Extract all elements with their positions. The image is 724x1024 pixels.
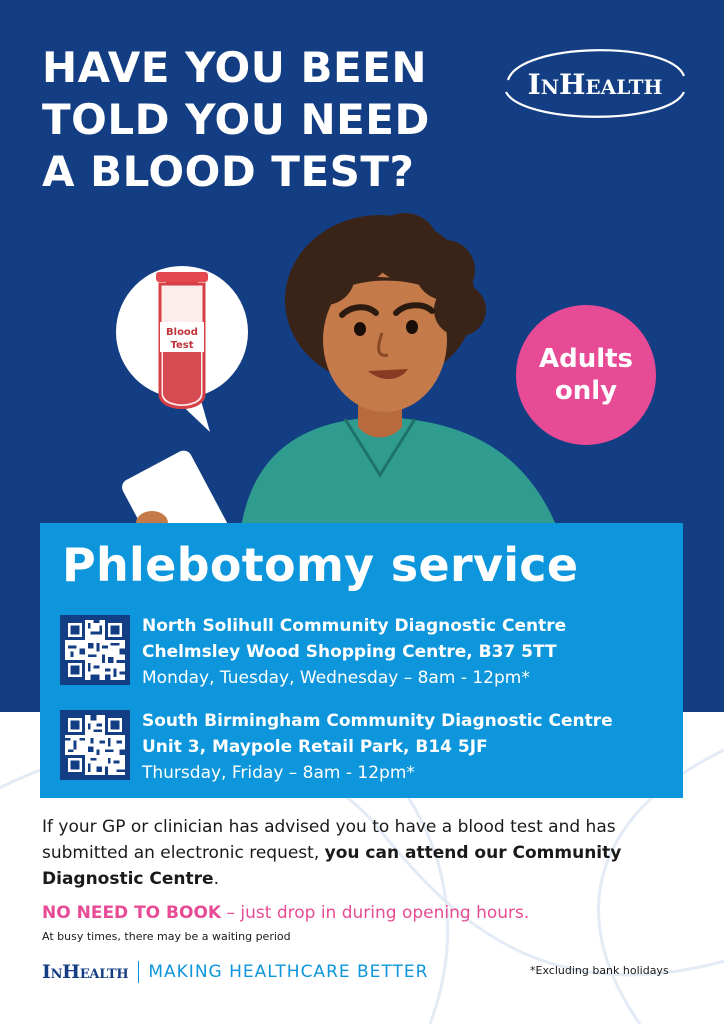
location-south-birmingham <box>60 708 670 784</box>
footer-divider <box>138 961 139 983</box>
info-part-1: If your GP or clinician has advised you to have a blood test and has submitted an electronic request, <box>42 817 616 863</box>
blood-test-tube-icon <box>108 262 256 432</box>
service-title: Phlebotomy service <box>62 538 579 592</box>
location-hours: Monday, Tuesday, Wednesday – 8am - 12pm* <box>142 668 530 688</box>
footer-tagline: MAKING HEALTHCARE BETTER <box>148 962 429 982</box>
location-north-solihull <box>60 613 670 689</box>
headline <box>42 42 482 198</box>
location-details <box>142 708 613 786</box>
service-box <box>40 523 683 798</box>
tube-label-line-2: Test <box>170 340 194 351</box>
no-book-rest: – just drop in during opening hours. <box>221 903 530 923</box>
footer-brand <box>42 958 428 986</box>
logo-text: InHealth <box>527 68 663 101</box>
waiting-note: At busy times, there may be a waiting period <box>42 930 291 943</box>
info-part-3: . <box>213 869 219 889</box>
headline-line-2: TOLD YOU NEED <box>42 95 430 144</box>
qr-code-icon[interactable] <box>60 615 130 685</box>
location-address: Chelmsley Wood Shopping Centre, B37 5TT <box>142 642 557 662</box>
info-paragraph <box>42 814 682 892</box>
badge-line-1: Adults <box>538 344 634 374</box>
badge-line-2: only <box>554 376 618 406</box>
footer-logo: InHealth <box>42 961 129 983</box>
info-part-2: you can attend our Community Diagnostic Centre <box>42 843 622 889</box>
location-details <box>142 613 566 691</box>
bank-holidays-note: *Excluding bank holidays <box>530 964 669 977</box>
no-need-to-book <box>42 901 529 925</box>
location-name: North Solihull Community Diagnostic Centre <box>142 616 567 636</box>
headline-line-3: A BLOOD TEST? <box>42 147 415 196</box>
location-hours: Thursday, Friday – 8am - 12pm* <box>142 763 415 783</box>
location-address: Unit 3, Maypole Retail Park, B14 5JF <box>142 737 488 757</box>
adults-only-badge <box>516 305 656 445</box>
headline-line-1: HAVE YOU BEEN <box>42 43 428 92</box>
inhealth-logo <box>500 36 690 126</box>
no-book-strong: NO NEED TO BOOK <box>42 903 222 923</box>
qr-code-icon[interactable] <box>60 710 130 780</box>
tube-label-line-1: Blood <box>166 327 198 338</box>
location-name: South Birmingham Community Diagnostic Centre <box>142 711 613 731</box>
